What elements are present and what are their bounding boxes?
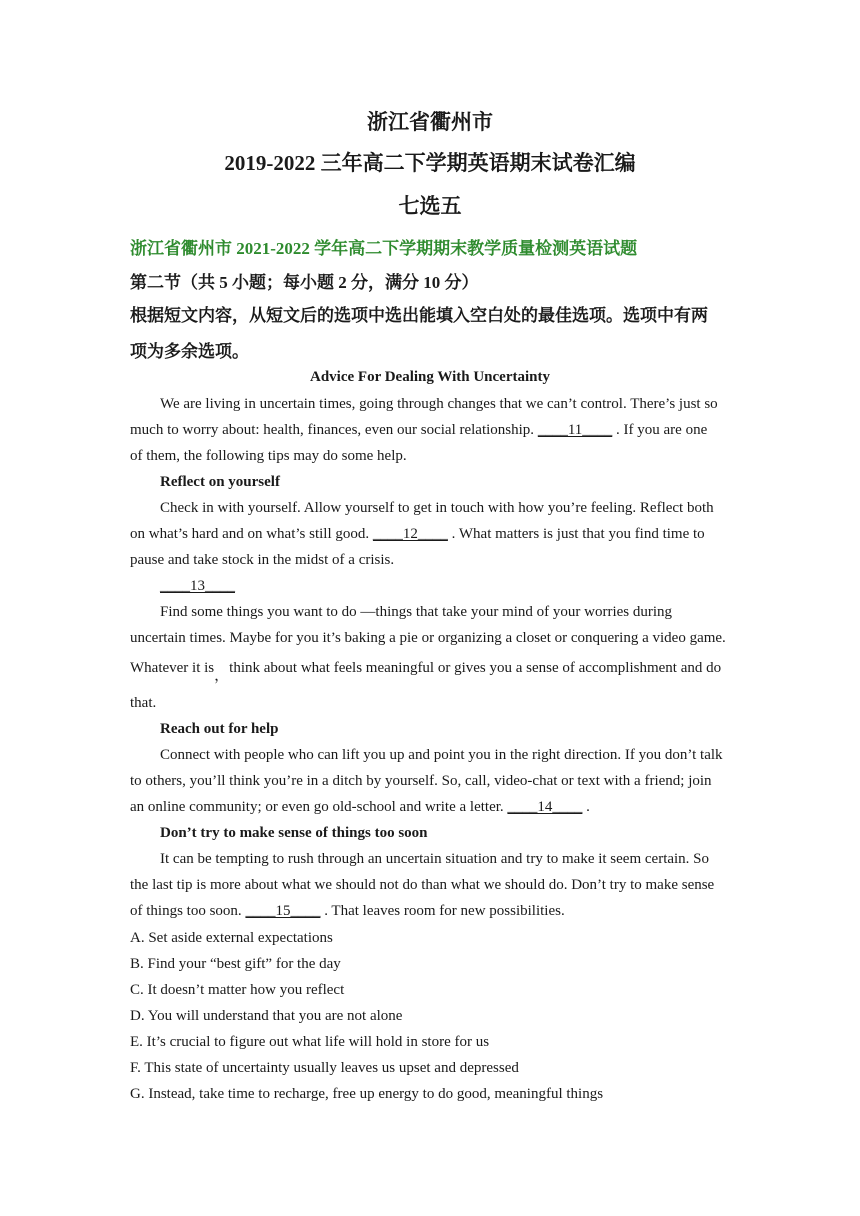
text-segment: of things too soon. — [130, 903, 246, 919]
text-segment: much to worry about: health, finances, even our social relationship. — [130, 422, 538, 438]
passage-p3-line3 — [130, 656, 722, 684]
comma-mark: ， — [214, 668, 230, 684]
exam-source-heading: 浙江省衢州市 2021-2022 学年高二下学期期末教学质量检测英语试题 — [130, 239, 638, 258]
blank-12[interactable]: ____12____ — [372, 526, 448, 542]
blank-15[interactable]: ____15____ — [245, 903, 321, 919]
subheading-reflect: Reflect on yourself — [160, 474, 280, 490]
option-c: C. It doesn’t matter how you reflect — [130, 982, 345, 998]
text-segment: . What matters is just that you find time to — [447, 526, 705, 542]
passage-p1-line1: We are living in uncertain times, going through changes that we can’t control. There’s just so — [160, 396, 718, 412]
option-g: G. Instead, take time to recharge, free up energy to do good, meaningful things — [130, 1086, 604, 1102]
passage-p1-line2 — [130, 422, 707, 439]
passage-p5-line3 — [130, 903, 565, 920]
passage-p5-line1: It can be tempting to rush through an uncertain situation and try to make it seem certain. So — [160, 851, 710, 867]
instruction-line-1: 根据短文内容，从短文后的选项中选出能填入空白处的最佳选项。选项中有两 — [130, 306, 708, 325]
passage-p3-line2: uncertain times. Maybe for you it’s baking a pie or organizing a closet or conquering a video game. — [130, 630, 726, 646]
text-segment: Whatever it is — [130, 660, 215, 676]
passage-p2-line1: Check in with yourself. Allow yourself to get in touch with how you’re feeling. Reflect both — [160, 500, 714, 516]
passage-p3-line4: that. — [130, 695, 157, 711]
text-segment: . That leaves room for new possibilities. — [320, 903, 565, 919]
text-segment: on what’s hard and on what’s still good. — [130, 526, 373, 542]
passage-p5-line2: the last tip is more about what we should not do than what we should do. Don’t try to make sense — [130, 877, 715, 893]
option-e: E. It’s crucial to figure out what life will hold in store for us — [130, 1034, 490, 1050]
passage-title: Advice For Dealing With Uncertainty — [310, 369, 550, 385]
passage-p4-line3 — [130, 799, 590, 816]
section-info: 第二节（共 5 小题；每小题 2 分，满分 10 分） — [130, 273, 479, 292]
passage-p2-line3: pause and take stock in the midst of a crisis. — [130, 552, 395, 568]
option-d: D. You will understand that you are not alone — [130, 1008, 403, 1024]
doc-title-exam-collection: 2019-2022 三年高二下学期英语期末试卷汇编 — [224, 151, 636, 175]
passage-p1-line3: of them, the following tips may do some help. — [130, 448, 407, 464]
passage-p4-line1: Connect with people who can lift you up and point you in the right direction. If you don’t talk — [160, 747, 723, 763]
passage-p4-line2: to others, you’ll think you’re in a ditch by yourself. So, call, video-chat or text with a friend; join — [130, 773, 712, 789]
text-segment: . — [582, 799, 590, 815]
subheading-make-sense: Don’t try to make sense of things too soon — [160, 825, 428, 841]
blank-14[interactable]: ____14____ — [507, 799, 583, 815]
text-segment: . If you are one — [612, 422, 708, 438]
subheading-reach-out: Reach out for help — [160, 721, 279, 737]
passage-p3-line1: Find some things you want to do —things that take your mind of your worries during — [160, 604, 673, 620]
blank-13[interactable]: ____13____ — [160, 578, 235, 594]
instruction-line-2: 项为多余选项。 — [130, 342, 249, 361]
option-a: A. Set aside external expectations — [130, 930, 333, 946]
passage-p2-line2 — [130, 526, 705, 543]
text-segment: think about what feels meaningful or gives you a sense of accomplishment and do — [229, 660, 722, 676]
option-b: B. Find your “best gift” for the day — [130, 956, 341, 972]
text-segment: an online community; or even go old-school and write a letter. — [130, 799, 508, 815]
doc-title-region: 浙江省衢州市 — [367, 110, 493, 134]
option-f: F. This state of uncertainty usually leaves us upset and depressed — [130, 1060, 519, 1076]
blank-11[interactable]: ____11____ — [537, 422, 613, 438]
doc-title-question-type: 七选五 — [398, 194, 462, 218]
